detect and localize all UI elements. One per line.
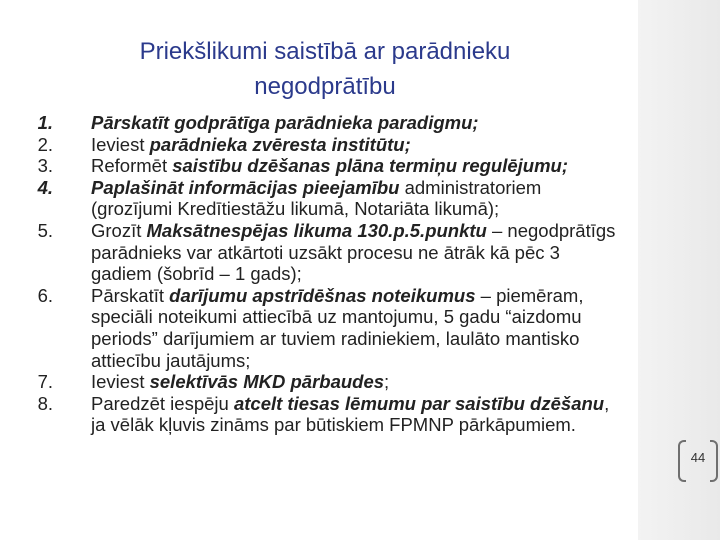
list-item-text: Pārskatīt godprātīga parādnieka paradigmu; xyxy=(91,112,479,133)
list-item-text: Paredzēt iespēju xyxy=(91,392,234,414)
list-item-text: Paplašināt informācijas pieejamību xyxy=(91,176,400,198)
list-item xyxy=(25,220,625,285)
list-item-number: 2. xyxy=(37,133,53,155)
list-item-number: 6. xyxy=(37,284,53,306)
list-item-number: 7. xyxy=(37,371,53,393)
right-bracket-icon xyxy=(710,440,718,482)
list-item-number: 1. xyxy=(37,112,53,133)
list-item-number: 8. xyxy=(37,392,53,414)
list-item-text: Pārskatīt xyxy=(91,284,170,306)
page-number-badge xyxy=(678,434,718,484)
list-item-text: – piemēram, speciāli noteikumi attiecībā uz mantojumu, 5 gadu “aizdomu periods” darījumiem ar tuviem radiniekiem, laulāto mantisko attiecību jautājums; xyxy=(91,284,584,371)
list-item-text: parādnieka zvēresta institūtu; xyxy=(149,133,411,155)
list-item-text: selektīvās MKD pārbaudes xyxy=(149,371,385,393)
list-item xyxy=(25,155,625,177)
slide-title-line2: negodprātību xyxy=(254,73,396,100)
list-item-text: ; xyxy=(384,371,390,393)
list-item-text: Ieviest xyxy=(91,133,150,155)
list-item-number: 5. xyxy=(37,219,53,241)
list-item xyxy=(25,112,625,134)
list-item-text: Maksātnespējas likuma 130.p.5.punktu xyxy=(146,219,487,241)
slide-title xyxy=(60,34,590,104)
list-item xyxy=(25,285,625,371)
list-item xyxy=(25,393,625,436)
list-item-number: 3. xyxy=(37,155,53,177)
list-item xyxy=(25,371,625,393)
list-item-text: Ieviest xyxy=(91,371,150,393)
proposal-list xyxy=(25,112,625,436)
list-item-text: Reformēt xyxy=(91,155,173,177)
list-item xyxy=(25,177,625,220)
list-item-text: administratoriem (grozījumi Kredītiestāžu likumā, Notariāta likumā); xyxy=(91,176,542,220)
list-item-text: saistību dzēšanas plāna termiņu regulējumu; xyxy=(172,155,569,177)
list-item-text: darījumu apstrīdēšnas noteikumus xyxy=(169,284,476,306)
page-number: 44 xyxy=(690,450,706,465)
list-item xyxy=(25,134,625,156)
list-item-number: 4. xyxy=(37,176,53,198)
list-item-text: – negodprātīgs parādnieks var atkārtoti uzsākt procesu ne ātrāk kā pēc 3 gadiem (šobrīd – 1 gads); xyxy=(91,219,616,285)
list-item-text: Grozīt xyxy=(91,219,147,241)
slide-title-line1: Priekšlikumi saistībā ar parādnieku xyxy=(139,38,511,65)
list-item-text: , ja vēlāk kļuvis zināms par būtiskiem FPMNP pārkāpumiem. xyxy=(91,392,610,436)
list-item-text: atcelt tiesas lēmumu par saistību dzēšanu xyxy=(233,392,605,414)
